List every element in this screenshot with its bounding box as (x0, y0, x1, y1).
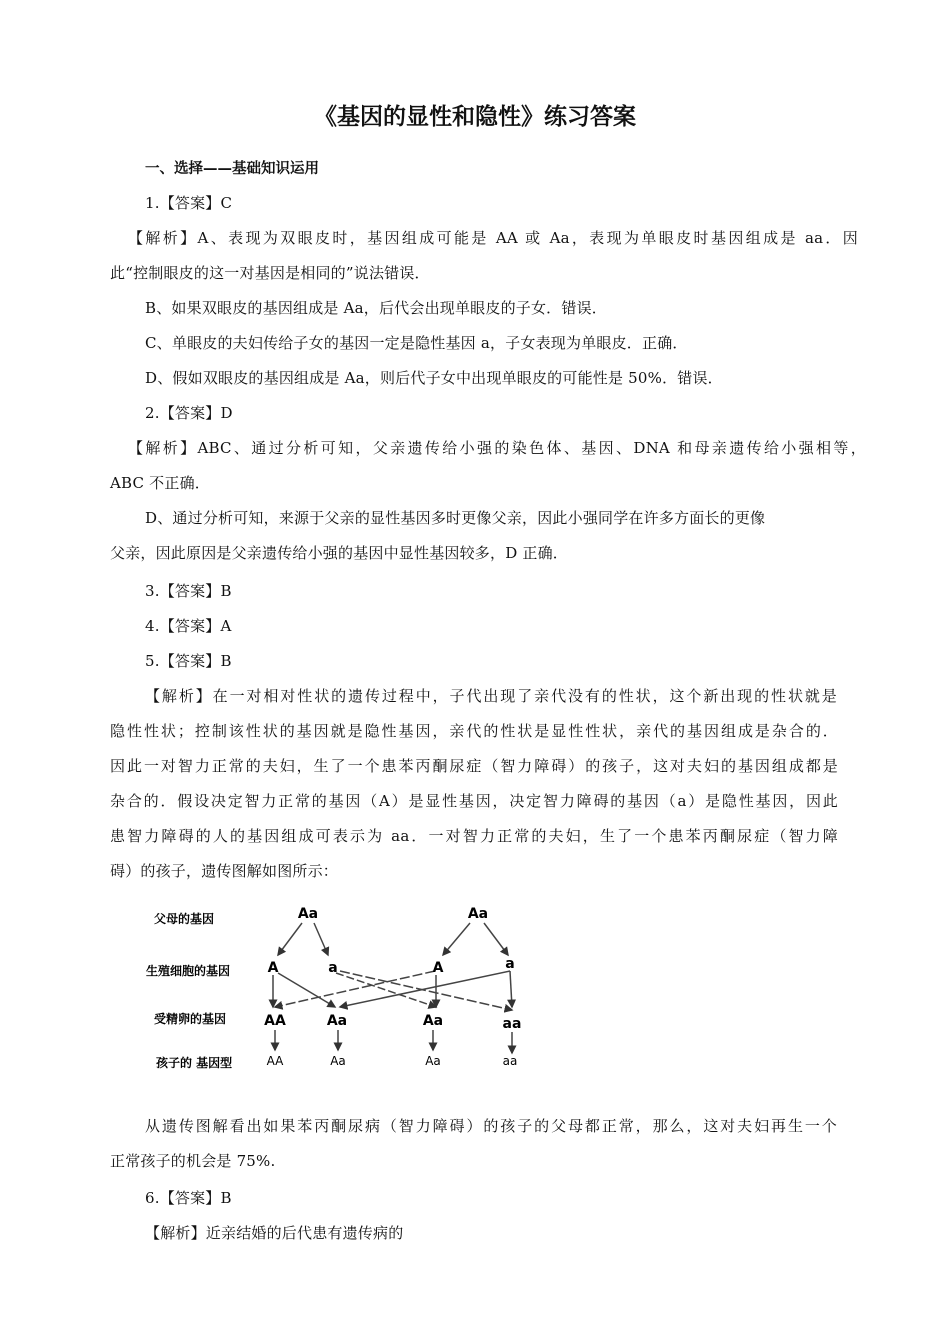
page-title: 《基因的显性和隐性》练习答案 (314, 104, 636, 130)
text-line: 5.【答案】B (145, 652, 232, 670)
section-heading: 一、选择——基础知识运用 (145, 161, 319, 177)
text-line: 【解析】在一对相对性状的遗传过程中，子代出现了亲代没有的性状，这个新出现的性状就是 (145, 687, 837, 705)
text-line: 隐性性状；控制该性状的基因就是隐性基因，亲代的性状是显性性状，亲代的基因组成是杂合的． (110, 722, 838, 740)
genetic-diagram (140, 895, 540, 1080)
arrow (443, 923, 470, 955)
text-line: 【解析】近亲结婚的后代患有遗传病的 (145, 1224, 404, 1242)
text-line: 因此一对智力正常的夫妇，生了一个患苯丙酮尿症（智力障碍）的孩子，这对夫妇的基因组成都是 (110, 757, 838, 775)
child-genotype: Aa (330, 1054, 346, 1068)
text-line: 【解析】ABC、通过分析可知，父亲遗传给小强的染色体、基因、DNA 和母亲遗传给小强相等， (128, 439, 866, 457)
text-line: 【解析】A、表现为双眼皮时，基因组成可能是 AA 或 Aa，表现为单眼皮时基因组成是 aa．因 (128, 229, 858, 247)
arrow (510, 971, 512, 1007)
text-line: 6.【答案】B (145, 1189, 232, 1207)
gamete: A (267, 960, 279, 976)
parent-genotype: Aa (297, 906, 319, 922)
text-line: 此“控制眼皮的这一对基因是相同的”说法错误． (110, 264, 430, 282)
row-label: 孩子的 基因型 (156, 1056, 233, 1070)
text-line: 3.【答案】B (145, 582, 232, 600)
gamete: a (505, 956, 515, 972)
text-line: 碍）的孩子，遗传图解如图所示： (110, 862, 339, 880)
zygote: AA (264, 1013, 286, 1029)
zygote: Aa (326, 1013, 348, 1029)
text-line: 患智力障碍的人的基因组成可表示为 aa．一对智力正常的夫妇，生了一个患苯丙酮尿症（智力障 (110, 827, 838, 845)
text-line: 杂合的．假设决定智力正常的基因（A）是显性基因，决定智力障碍的基因（a）是隐性基因，因此 (110, 792, 838, 810)
text-line: D、假如双眼皮的基因组成是 Aa，则后代子女中出现单眼皮的可能性是 50%．错误． (145, 369, 723, 387)
row-label: 父母的基因 (154, 912, 215, 926)
child-genotype: Aa (425, 1054, 441, 1068)
gamete: a (328, 960, 338, 976)
text-line: ABC 不正确． (110, 474, 210, 492)
parent-genotype: Aa (467, 906, 489, 922)
row-label: 受精卵的基因 (154, 1012, 227, 1026)
gamete: A (432, 960, 444, 976)
text-line: 1.【答案】C (145, 194, 233, 212)
text-line: 从遗传图解看出如果苯丙酮尿病（智力障碍）的孩子的父母都正常，那么，这对夫妇再生一个 (145, 1117, 837, 1135)
arrow (278, 973, 335, 1007)
zygote: Aa (422, 1013, 444, 1029)
arrow (275, 971, 435, 1007)
arrow (314, 923, 328, 955)
text-line: C、单眼皮的夫妇传给子女的基因一定是隐性基因 a，子女表现为单眼皮．正确． (145, 334, 688, 352)
text-line: 4.【答案】A (145, 617, 232, 635)
text-line: D、通过分析可知，来源于父亲的显性基因多时更像父亲，因此小强同学在许多方面长的更像 (145, 509, 766, 527)
child-genotype: aa (502, 1054, 518, 1068)
arrow (278, 923, 302, 955)
zygote: aa (502, 1016, 522, 1032)
child-genotype: AA (266, 1054, 284, 1068)
text-line: 正常孩子的机会是 75%. (110, 1152, 276, 1170)
text-line: 父亲，因此原因是父亲遗传给小强的基因中显性基因较多，D 正确． (110, 544, 568, 562)
arrow (484, 923, 508, 955)
row-label: 生殖细胞的基因 (146, 964, 231, 978)
text-line: B、如果双眼皮的基因组成是 Aa，后代会出现单眼皮的子女．错误． (145, 299, 607, 317)
text-line: 2.【答案】D (145, 404, 233, 422)
